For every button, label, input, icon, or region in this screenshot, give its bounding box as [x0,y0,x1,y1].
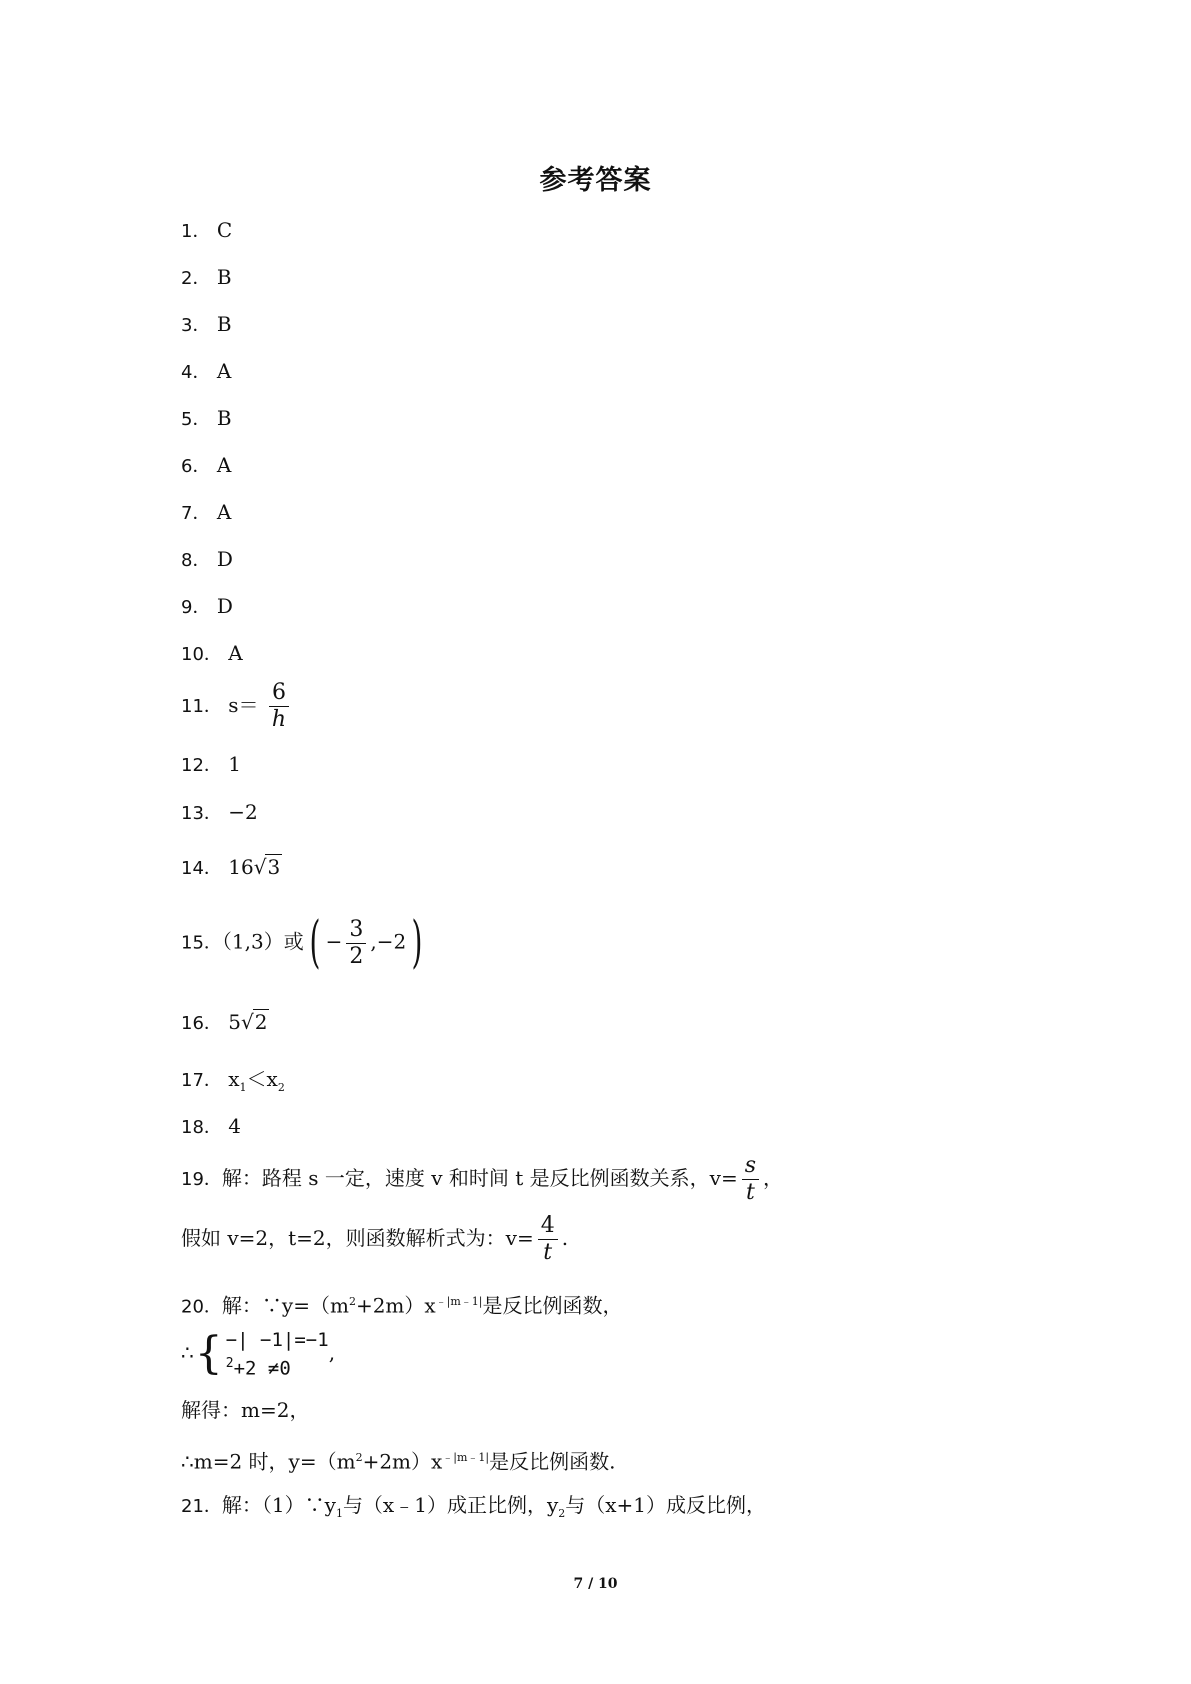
answer-2: 2． B [181,265,232,289]
answer-18: 18． 4 [181,1114,241,1138]
answer-1: 1． C [181,218,233,242]
fraction: $\frac{6}{h}$ [269,680,289,733]
fraction: $\frac{3}{2}$ [346,917,366,970]
answer-20-line-3: 解得：m=2， [181,1398,310,1422]
answer-8: 8． D [181,547,233,571]
sqrt: √3 [253,855,281,879]
answer-5: 5． B [181,406,232,430]
answer-20-system: ∴ { −| −1|=−1 $^2$+2 ≠0 , [181,1328,336,1380]
answer-10: 10． A [181,641,243,665]
answer-20-line-1: 20．解：$\because y=(m^2+2m)x^{﹣|m﹣1|}$是反比例函数， [181,1293,623,1318]
fraction: $\frac{4}{t}$ [538,1213,558,1266]
page-title: 参考答案 [539,165,652,196]
answer-6: 6． A [181,453,232,477]
answer-21-line-1: 21．解：$(1)\because y_1$与（x﹣1）成正比例，$y_2$与（x+1）成反比例， [181,1493,767,1520]
answer-3: 3． B [181,312,232,336]
answer-11: 11． s＝ $\frac{6}{h}$ [181,680,293,733]
fraction: $\frac{s}{t}$ [742,1153,759,1206]
answer-14: 14． 16√3 [181,855,281,879]
answer-4: 4． A [181,359,232,383]
equation-system: { −| −1|=−1 $^2$+2 ≠0 [194,1328,329,1380]
page-number: 7 / 10 [573,1576,618,1592]
answer-19-line-1: 19．解：路程 s 一定，速度 v 和时间 t 是反比例函数关系，v= $\frac{s}{t}$ ， [181,1153,784,1205]
answer-15: 15．（1,3）或( − $\frac{3}{2}$ ,−2) [181,910,423,975]
answer-16: 16． 5√2 [181,1010,268,1034]
answer-20-line-4: ∴m=2 时，$y=(m^2+2m)x^{﹣|m﹣1|}$是反比例函数. [181,1449,616,1474]
answer-7: 7． A [181,500,232,524]
answer-12: 12． 1 [181,752,241,776]
answer-17: 17． $x_1<x_2$ [181,1067,285,1094]
answer-9: 9． D [181,594,233,618]
answer-13: 13． −2 [181,800,258,824]
answer-19-line-2: 假如 v=2，t=2，则函数解析式为：v= $\frac{4}{t}$ . [181,1213,569,1265]
sqrt: √2 [241,1010,268,1034]
